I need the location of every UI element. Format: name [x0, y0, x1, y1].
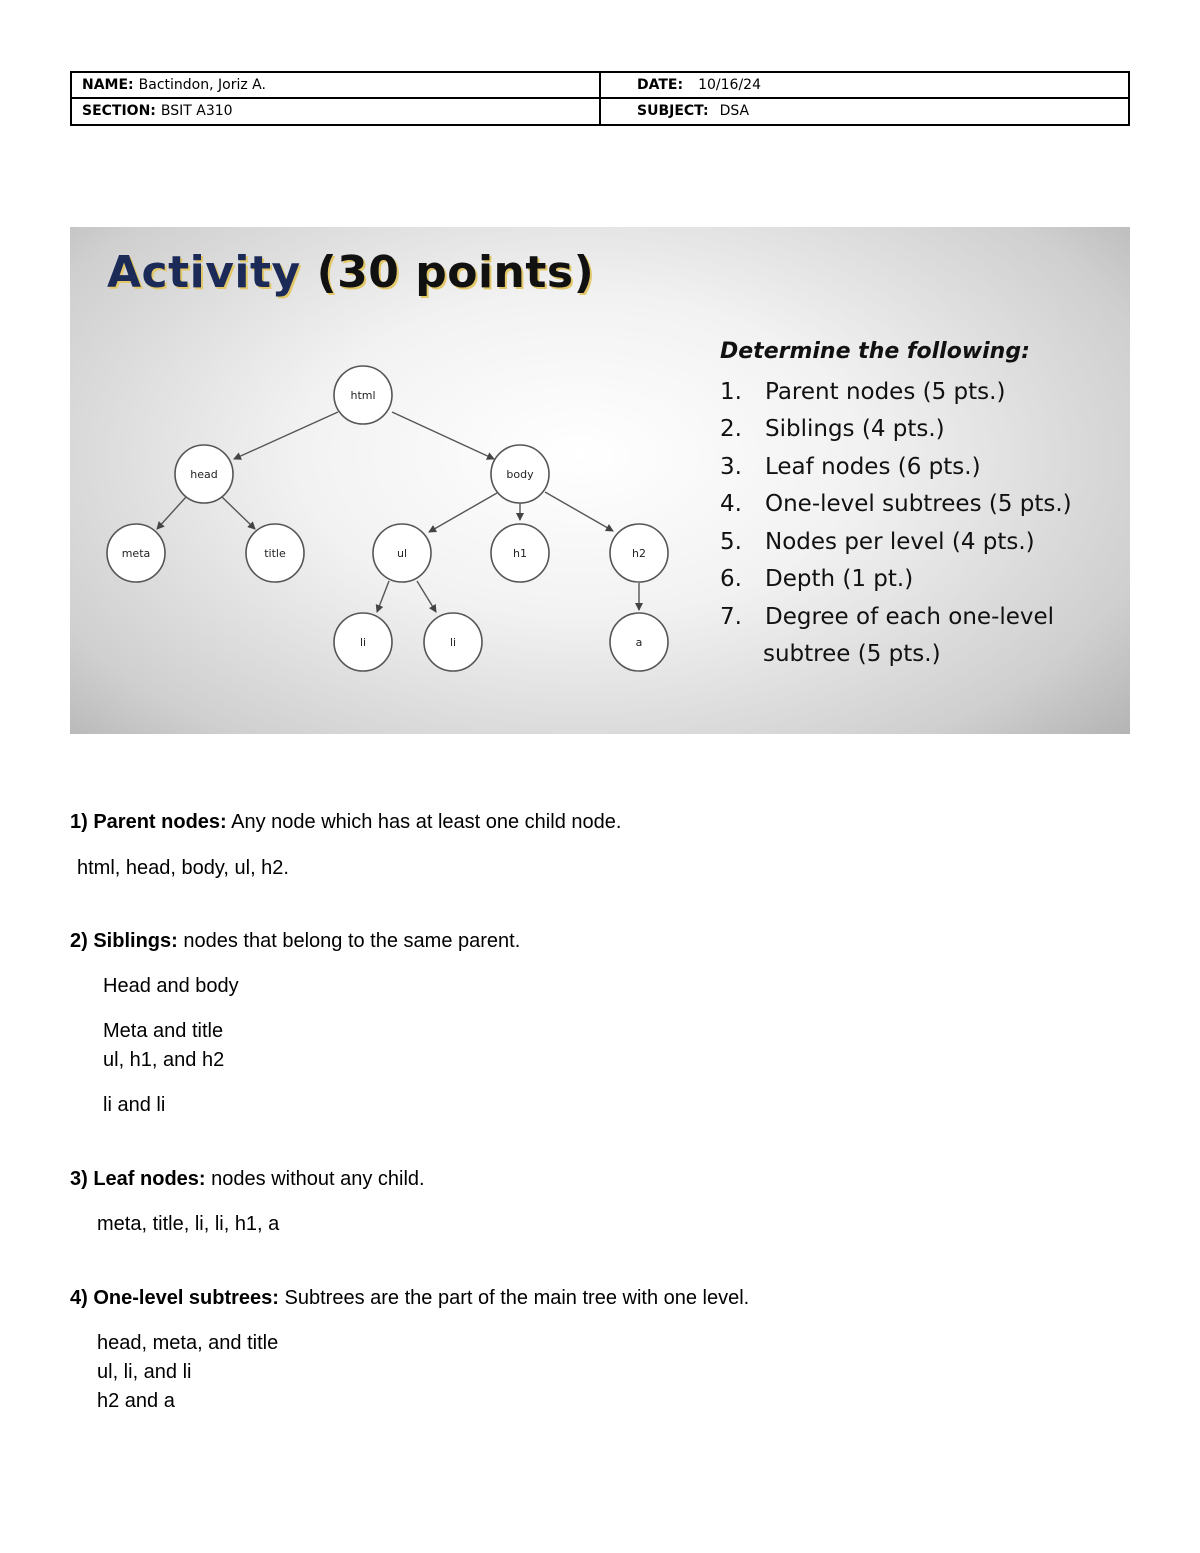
- task-list: [720, 373, 1072, 673]
- q2-answer-2: Meta and title: [103, 1020, 224, 1042]
- name-cell: [72, 73, 601, 99]
- section-label: SECTION:: [82, 103, 156, 120]
- task-item: 1. Parent nodes (5 pts.): [720, 378, 1006, 405]
- name-value: Bactindon, Joriz A.: [138, 76, 266, 93]
- q1-answer: html, head, body, ul, h2.: [77, 857, 289, 879]
- edge-head-title: [222, 497, 255, 529]
- q1-heading: [70, 811, 621, 834]
- q3-description: nodes without any child.: [211, 1168, 425, 1190]
- slide-title-main: Activity: [107, 247, 301, 298]
- q4-answer-2: ul, li, and li: [97, 1361, 192, 1383]
- task-item: 3. Leaf nodes (6 pts.): [720, 453, 981, 480]
- edge-html-body: [392, 412, 494, 459]
- q2-answer-1: Head and body: [103, 975, 239, 997]
- q4-heading: [70, 1287, 749, 1310]
- date-label: DATE:: [637, 76, 684, 93]
- node-label-html: html: [350, 389, 376, 402]
- section-value: BSIT A310: [160, 103, 233, 120]
- node-label-h2: h2: [632, 547, 646, 560]
- task-heading: Determine the following:: [720, 339, 1030, 364]
- q2-answer-3: ul, h1, and h2: [103, 1049, 225, 1071]
- q2-description: nodes that belong to the same parent.: [183, 930, 521, 952]
- q4-label: 4) One-level subtrees:: [70, 1287, 279, 1309]
- q4-answer-3: h2 and a: [97, 1390, 175, 1412]
- node-label-h1: h1: [513, 547, 527, 560]
- task-item: 2. Siblings (4 pts.): [720, 416, 945, 443]
- date-value: 10/16/24: [698, 76, 761, 93]
- node-label-a: a: [635, 636, 643, 649]
- node-label-li-1: li: [359, 636, 367, 649]
- q2-label: 2) Siblings:: [70, 930, 178, 952]
- task-item-continued: subtree (5 pts.): [763, 641, 941, 668]
- node-label-li-2: li: [449, 636, 457, 649]
- edge-ul-li1: [377, 581, 389, 612]
- q3-label: 3) Leaf nodes:: [70, 1168, 206, 1190]
- task-item: 7. Degree of each one-level: [720, 603, 1055, 630]
- q4-description: Subtrees are the part of the main tree with one level.: [284, 1287, 750, 1309]
- name-label: NAME:: [82, 76, 134, 93]
- node-label-meta: meta: [121, 547, 151, 560]
- slide-title-points: (30 points): [316, 247, 595, 298]
- q4-answer-1: head, meta, and title: [97, 1332, 279, 1354]
- subject-label: SUBJECT:: [637, 103, 709, 120]
- subject-value: DSA: [719, 103, 750, 120]
- q2-heading: [70, 930, 520, 953]
- header-table: [70, 71, 1130, 126]
- node-label-body: body: [506, 468, 534, 481]
- q3-answer: meta, title, li, li, h1, a: [97, 1213, 280, 1235]
- task-item: 4. One-level subtrees (5 pts.): [720, 491, 1072, 518]
- task-item: 5. Nodes per level (4 pts.): [720, 528, 1035, 555]
- q3-heading: [70, 1168, 425, 1191]
- date-cell: [601, 73, 1128, 99]
- q2-answer-4: li and li: [103, 1094, 166, 1116]
- subject-cell: [601, 99, 1128, 125]
- edge-body-ul: [429, 493, 497, 532]
- node-label-ul: ul: [396, 547, 408, 560]
- edge-head-meta: [157, 497, 186, 529]
- q1-description: Any node which has at least one child node.: [231, 811, 622, 833]
- section-cell: [72, 99, 601, 125]
- activity-slide: [70, 227, 1130, 734]
- edge-html-head: [234, 412, 338, 459]
- edge-body-h2: [545, 492, 613, 531]
- node-label-head: head: [190, 468, 218, 481]
- q1-label: 1) Parent nodes:: [70, 811, 227, 833]
- task-item: 6. Depth (1 pt.): [720, 566, 914, 593]
- node-label-title: title: [264, 547, 286, 560]
- edge-ul-li2: [417, 581, 436, 612]
